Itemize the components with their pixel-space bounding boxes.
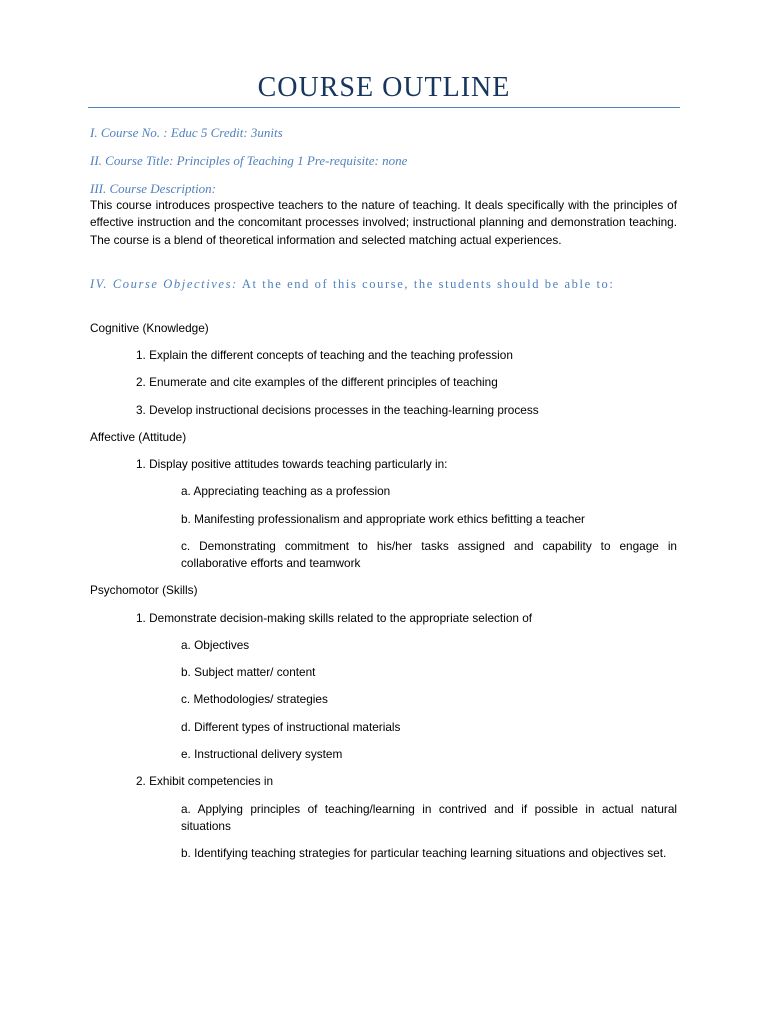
affective-subitem: c. Demonstrating commitment to his/her tasks assigned and capability to engage in collaborative efforts and teamwork: [181, 539, 677, 571]
affective-item: 1. Display positive attitudes towards teaching particularly in:: [136, 457, 448, 471]
course-description-text: This course introduces prospective teachers to the nature of teaching. It deals specifically with the principles of effective instruction and the concomitant processes involved; instructional planning and demonstration teaching. The course is a blend of theoretical information and selected matching actual experiences.: [90, 198, 677, 247]
psychomotor-label: Psychomotor (Skills): [90, 583, 198, 597]
page-title: COURSE OUTLINE: [257, 72, 511, 103]
affective-subitem: b. Manifesting professionalism and appropriate work ethics befitting a teacher: [181, 512, 585, 526]
psychomotor-subitem: b. Identifying teaching strategies for particular teaching learning situations and objectives set.: [181, 846, 667, 860]
psychomotor-subitem: d. Different types of instructional materials: [181, 720, 401, 734]
affective-subitem: a. Appreciating teaching as a profession: [181, 484, 391, 498]
course-objectives-paragraph: [90, 276, 677, 293]
psychomotor-subitem: a. Objectives: [181, 638, 250, 652]
course-objectives-heading: IV. Course Objectives:: [90, 277, 238, 291]
psychomotor-subitem: a. Applying principles of teaching/learning in contrived and if possible in actual natural situations: [181, 802, 677, 834]
psychomotor-subitem: c. Methodologies/ strategies: [181, 692, 328, 706]
cognitive-item: 2. Enumerate and cite examples of the different principles of teaching: [136, 375, 498, 389]
course-description-heading: III. Course Description:: [90, 181, 217, 196]
course-objectives-intro: At the end of this course, the students should be able to:: [241, 277, 615, 291]
psychomotor-subitem: b. Subject matter/ content: [181, 665, 316, 679]
psychomotor-subitem: e. Instructional delivery system: [181, 747, 343, 761]
psychomotor-item: 1. Demonstrate decision-making skills related to the appropriate selection of: [136, 611, 533, 625]
course-number-heading: I. Course No. : Educ 5 Credit: 3units: [90, 125, 283, 140]
title-divider: [88, 107, 680, 108]
cognitive-item: 1. Explain the different concepts of teaching and the teaching profession: [136, 348, 513, 362]
cognitive-item: 3. Develop instructional decisions processes in the teaching-learning process: [136, 403, 539, 417]
affective-label: Affective (Attitude): [90, 430, 187, 444]
psychomotor-item: 2. Exhibit competencies in: [136, 774, 274, 788]
course-title-heading: II. Course Title: Principles of Teaching 1 Pre-requisite: none: [90, 153, 408, 168]
cognitive-label: Cognitive (Knowledge): [90, 321, 209, 335]
